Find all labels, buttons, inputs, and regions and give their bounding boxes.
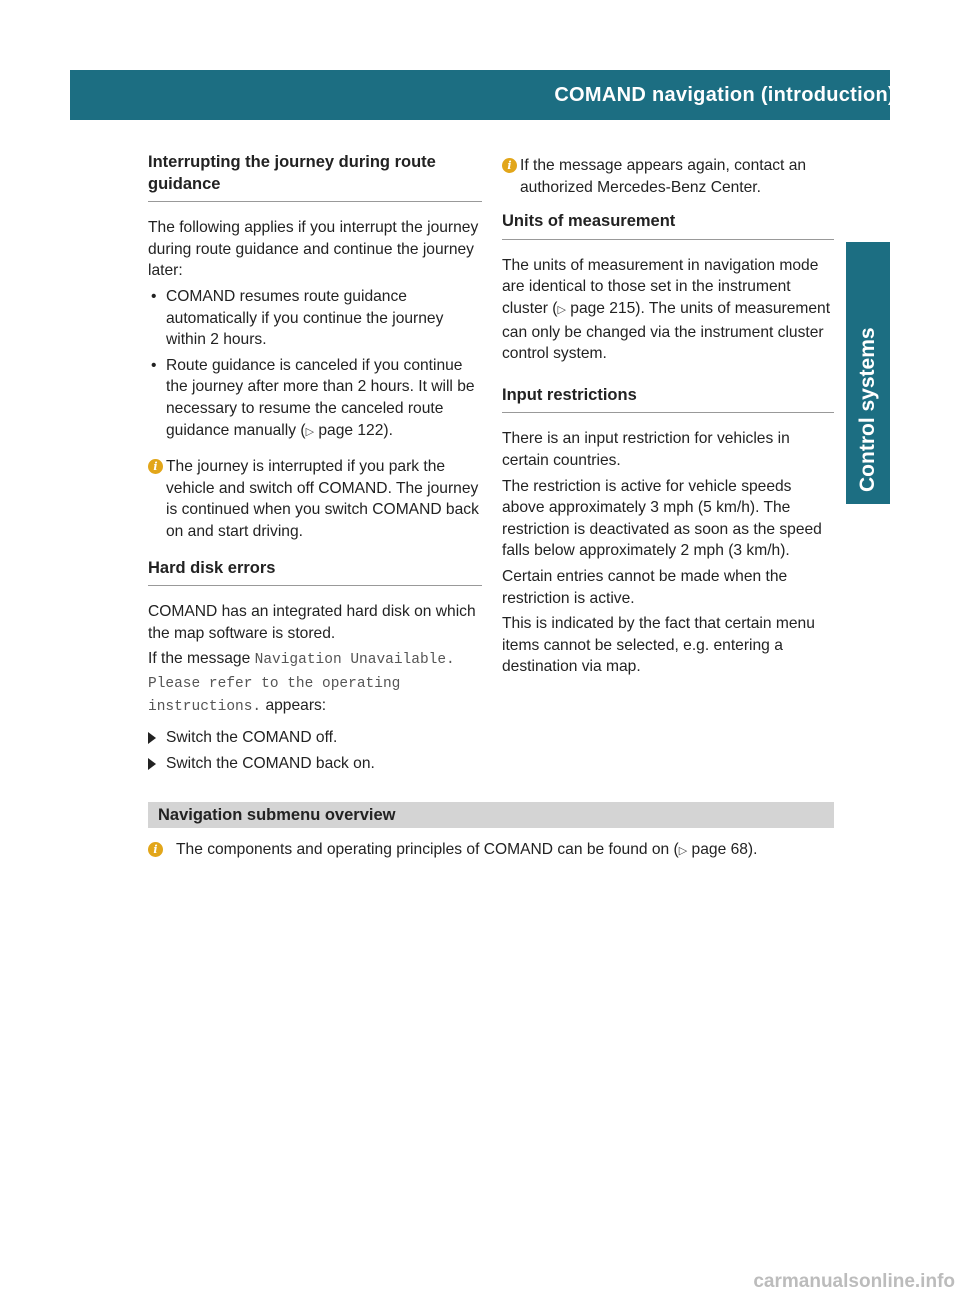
list-item	[148, 355, 482, 443]
input-paragraph-3: Certain entries cannot be made when the restriction is active.	[502, 567, 788, 607]
bullet-icon: •	[151, 287, 157, 305]
page-ref-link[interactable]: page 68).	[687, 841, 758, 858]
note-text: The journey is interrupted if you park the vehicle and switch off COMAND. The journey is continued when you switch COMAND back on and start driving.	[166, 458, 479, 540]
watermark: carmanualsonline.info	[753, 1271, 955, 1292]
step-text: Switch the COMAND back on.	[166, 754, 375, 772]
input-paragraph-4: This is indicated by the fact that certain menu items cannot be selected, e.g. entering a destination via map.	[502, 615, 815, 676]
page-ref-arrow-icon: ▷	[557, 303, 566, 316]
section-title-submenu: Navigation submenu overview	[148, 802, 834, 828]
hdd-paragraph: COMAND has an integrated hard disk on which the map software is stored.	[148, 603, 476, 642]
note-text: If the message appears again, contact an authorized Mercedes-Benz Center.	[520, 157, 807, 196]
message-tail: appears:	[261, 697, 327, 715]
list-item	[148, 753, 482, 775]
interrupt-intro: The following applies if you interrupt the journey during route guidance and continue the journey later:	[148, 219, 479, 280]
input-paragraph-2: The restriction is active for vehicle speeds above approximately 3 mph (5 km/h). The restriction is deactivated as soon as the speed falls below approximately 2 mph (3 km/h).	[502, 477, 822, 560]
step-arrow-icon	[148, 758, 156, 770]
interrupt-bullets	[148, 286, 482, 443]
right-column	[502, 155, 834, 682]
page-ref-arrow-icon: ▷	[305, 425, 315, 438]
info-note-contact	[502, 155, 834, 198]
section-title-interrupting: Interrupting the journey during route guidance	[148, 152, 482, 202]
submenu-section	[148, 802, 834, 863]
chapter-title: COMAND navigation (introduction)	[554, 84, 895, 106]
section-title-input: Input restrictions	[502, 385, 834, 414]
bullet-text: Route guidance is canceled if you continue the journey after more than 2 hours. It will be necessary to resume the canceled route guidance manually (	[166, 356, 475, 439]
input-paragraph-1: There is an input restriction for vehicles in certain countries.	[502, 430, 790, 469]
bullet-text: COMAND resumes route guidance automatically if you continue the journey within 2 hours.	[166, 287, 444, 349]
side-tab-label: Control systems	[856, 327, 879, 492]
info-icon: i	[148, 842, 163, 857]
hdd-steps	[148, 727, 482, 774]
info-icon: i	[148, 459, 163, 474]
section-title-units: Units of measurement	[502, 211, 834, 240]
hdd-message-paragraph	[148, 648, 482, 719]
display-message: Navigation Unavailable. Please refer to the operating instructions.	[148, 652, 455, 716]
page-ref-arrow-icon: ▷	[678, 845, 688, 857]
side-tab	[846, 242, 890, 504]
page-ref-link[interactable]: page 215). The units of measurement can only be changed via the instrument cluster control system.	[502, 299, 831, 363]
note-text: The components and operating principles of COMAND can be found on (	[176, 841, 679, 858]
units-paragraph	[502, 255, 834, 365]
info-note-interrupt	[148, 456, 482, 542]
message-lead: If the message	[148, 650, 255, 668]
info-note-submenu	[148, 839, 834, 863]
step-text: Switch the COMAND off.	[166, 729, 338, 747]
section-title-hard-disk: Hard disk errors	[148, 558, 482, 587]
list-item	[148, 286, 482, 351]
page-ref-link[interactable]: page 122).	[314, 421, 393, 439]
left-column	[148, 152, 482, 778]
list-item	[148, 727, 482, 749]
units-text: The units of measurement in navigation mode are identical to those set in the instrument cluster (	[502, 256, 819, 317]
bullet-icon: •	[151, 356, 157, 374]
step-arrow-icon	[148, 732, 156, 744]
page-header	[70, 70, 944, 120]
page-number: 87	[921, 84, 944, 106]
info-icon: i	[502, 158, 517, 173]
